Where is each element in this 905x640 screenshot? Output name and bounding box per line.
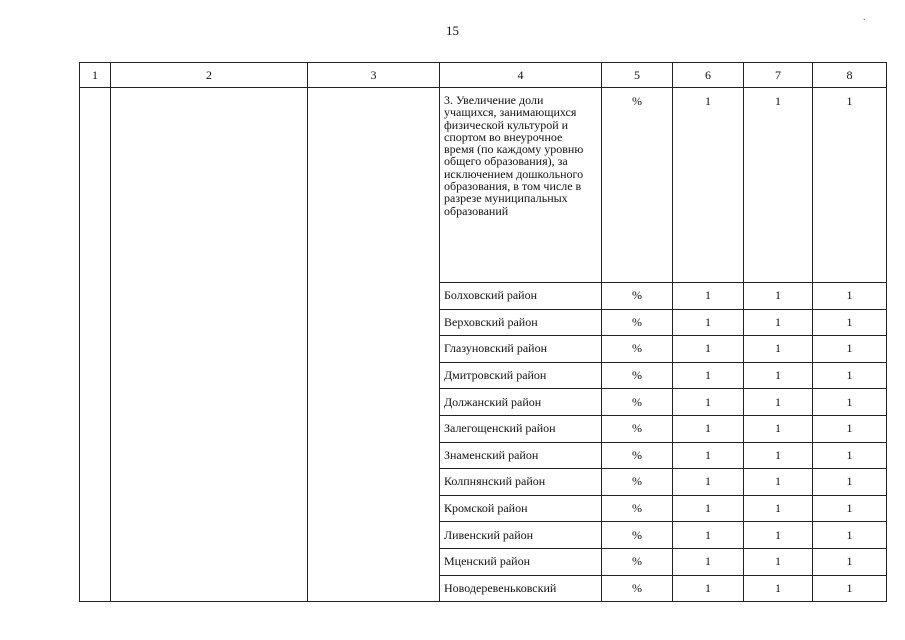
value-cell: 1 [744, 309, 813, 336]
column-header: 3 [308, 63, 440, 88]
unit-cell: % [602, 469, 673, 496]
value-cell: 1 [673, 469, 744, 496]
district-name: Знаменский район [440, 442, 602, 469]
value-cell: 1 [673, 495, 744, 522]
value-cell: 1 [813, 415, 887, 442]
unit-cell: % [602, 362, 673, 389]
district-name: Дмитровский район [440, 362, 602, 389]
merged-cell-col3 [308, 88, 440, 602]
value-cell: 1 [673, 309, 744, 336]
value-cell: 1 [673, 389, 744, 416]
column-header: 1 [80, 63, 111, 88]
value-cell: 1 [673, 415, 744, 442]
district-name: Должанский район [440, 389, 602, 416]
value-cell: 1 [813, 362, 887, 389]
value-cell: 1 [744, 522, 813, 549]
merged-cell-col2 [111, 88, 308, 602]
column-number-row [80, 63, 887, 88]
district-name: Ливенский район [440, 522, 602, 549]
value-cell: 1 [673, 283, 744, 310]
corner-mark: . [863, 12, 866, 23]
indicator-table [79, 62, 887, 602]
value-cell: 1 [813, 522, 887, 549]
value-cell: 1 [813, 336, 887, 363]
indicator-description: 3. Увеличение доли учащихся, занимающихся физической культурой и спортом во внеурочное время (по каждому уровню общего образования), за исключением дошкольного образования, в том числе в разрезе муниципальных образований [440, 88, 602, 283]
column-header: 6 [673, 63, 744, 88]
column-header: 2 [111, 63, 308, 88]
value-cell: 1 [744, 88, 813, 283]
value-cell: 1 [813, 389, 887, 416]
district-name: Глазуновский район [440, 336, 602, 363]
district-name: Новодеревеньковский [440, 575, 602, 602]
value-cell: 1 [744, 389, 813, 416]
value-cell: 1 [813, 283, 887, 310]
value-cell: 1 [744, 575, 813, 602]
value-cell: 1 [673, 442, 744, 469]
value-cell: 1 [813, 469, 887, 496]
district-name: Колпнянский район [440, 469, 602, 496]
column-header: 8 [813, 63, 887, 88]
unit-cell: % [602, 389, 673, 416]
value-cell: 1 [813, 88, 887, 283]
column-header: 5 [602, 63, 673, 88]
column-header: 4 [440, 63, 602, 88]
value-cell: 1 [813, 548, 887, 575]
value-cell: 1 [744, 469, 813, 496]
value-cell: 1 [813, 309, 887, 336]
value-cell: 1 [744, 415, 813, 442]
unit-cell: % [602, 336, 673, 363]
value-cell: 1 [813, 495, 887, 522]
district-name: Мценский район [440, 548, 602, 575]
unit-cell: % [602, 442, 673, 469]
unit-cell: % [602, 283, 673, 310]
value-cell: 1 [744, 336, 813, 363]
value-cell: 1 [673, 522, 744, 549]
value-cell: 1 [744, 283, 813, 310]
value-cell: 1 [744, 548, 813, 575]
value-cell: 1 [673, 336, 744, 363]
district-name: Верховский район [440, 309, 602, 336]
value-cell: 1 [673, 362, 744, 389]
column-header: 7 [744, 63, 813, 88]
unit-cell: % [602, 548, 673, 575]
value-cell: 1 [744, 362, 813, 389]
value-cell: 1 [813, 442, 887, 469]
value-cell: 1 [673, 575, 744, 602]
value-cell: 1 [744, 495, 813, 522]
indicator-row [80, 88, 887, 283]
value-cell: 1 [673, 88, 744, 283]
value-cell: 1 [813, 575, 887, 602]
unit-cell: % [602, 575, 673, 602]
unit-cell: % [602, 309, 673, 336]
value-cell: 1 [673, 548, 744, 575]
merged-cell-col1 [80, 88, 111, 602]
page-number: 15 [446, 23, 459, 38]
unit-cell: % [602, 522, 673, 549]
district-name: Кромской район [440, 495, 602, 522]
unit-cell: % [602, 495, 673, 522]
district-name: Залегощенский район [440, 415, 602, 442]
unit-cell: % [602, 415, 673, 442]
unit-cell: % [602, 88, 673, 283]
district-name: Болховский район [440, 283, 602, 310]
value-cell: 1 [744, 442, 813, 469]
